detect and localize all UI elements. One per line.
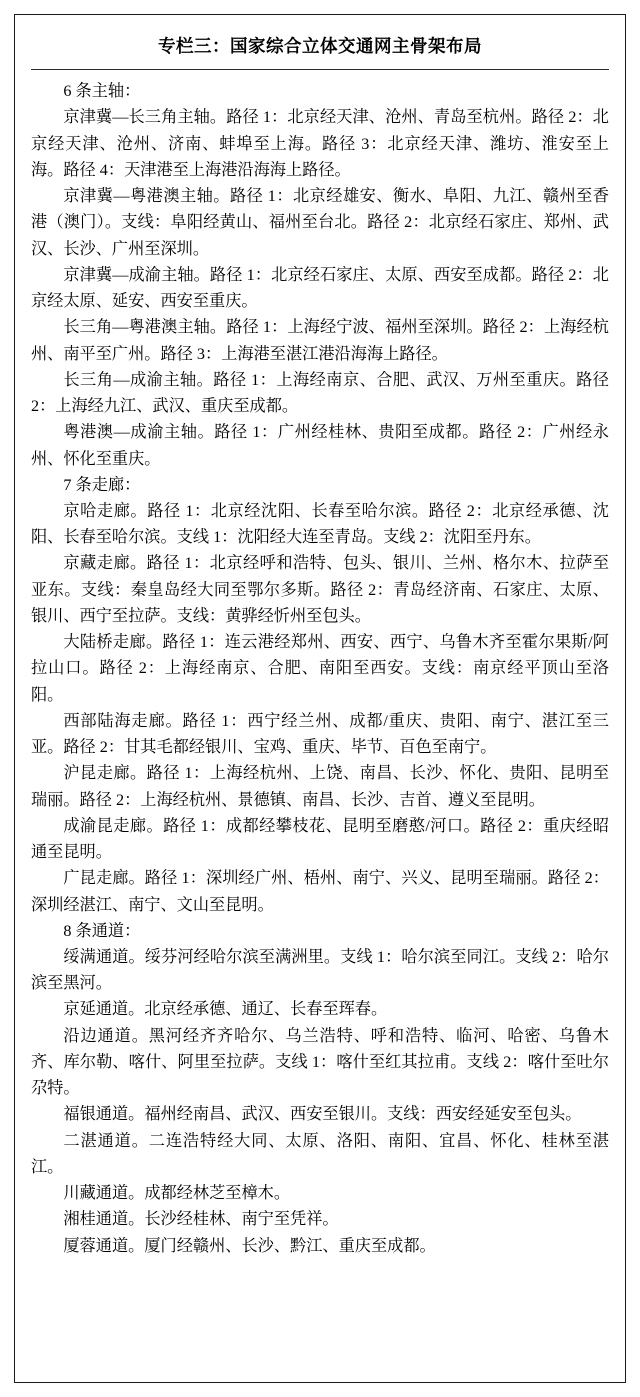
section-heading: 6 条主轴： [63,82,141,101]
paragraph: 沪昆走廊。路径 1：上海经杭州、上饶、南昌、长沙、怀化、贵阳、昆明至瑞丽。路径 2：上海经杭州、景德镇、南昌、长沙、吉首、遵义至昆明。 [31,764,609,809]
paragraph: 京津冀—成渝主轴。路径 1：北京经石家庄、太原、西安至成都。路径 2：北京经太原、延安、西安至重庆。 [31,265,609,311]
paragraph: 长三角—粤港澳主轴。路径 1：上海经宁波、福州至深圳。路径 2：上海经杭州、南平至广州。路径 3：上海港至湛江港沿海海上路径。 [31,318,609,363]
paragraph: 二湛通道。二连浩特经大同、太原、洛阳、南阳、宜昌、怀化、桂林至湛江。 [31,1131,609,1176]
paragraph: 西部陆海走廊。路径 1：西宁经兰州、成都/重庆、贵阳、南宁、湛江至三亚。路径 2：甘其毛都经银川、宝鸡、重庆、毕节、百色至南宁。 [31,711,609,757]
document-body [31,78,609,1259]
paragraph: 绥满通道。绥芬河经哈尔滨至满洲里。支线 1：哈尔滨至同江。支线 2：哈尔滨至黑河。 [31,947,609,993]
title-divider [31,69,609,70]
paragraph: 京藏走廊。路径 1：北京经呼和浩特、包头、银川、兰州、格尔木、拉萨至亚东。支线：秦皇岛经大同至鄂尔多斯。路径 2：青岛经济南、石家庄、太原、银川、西宁至拉萨。支线：黄骅经忻州至包头。 [31,554,609,625]
section-heading: 7 条走廊： [63,475,141,494]
paragraph: 京津冀—长三角主轴。路径 1：北京经天津、沧州、青岛至杭州。路径 2：北京经天津、沧州、济南、蚌埠至上海。路径 3：北京经天津、潍坊、淮安至上海。路径 4：天津港至上海港沿海海上路径。 [31,108,609,179]
paragraph: 粤港澳—成渝主轴。路径 1：广州经桂林、贵阳至成都。路径 2：广州经永州、怀化至重庆。 [31,423,609,468]
paragraph: 沿边通道。黑河经齐齐哈尔、乌兰浩特、呼和浩特、临河、哈密、乌鲁木齐、库尔勒、喀什、阿里至拉萨。支线 1：喀什至红其拉甫。支线 2：喀什至吐尔尕特。 [31,1026,609,1098]
section-heading: 8 条通道： [63,921,141,940]
paragraph: 湘桂通道。长沙经桂林、南宁至凭祥。 [63,1210,339,1229]
paragraph: 长三角—成渝主轴。路径 1：上海经南京、合肥、武汉、万州至重庆。路径 2：上海经九江、武汉、重庆至成都。 [31,370,609,416]
paragraph: 川藏通道。成都经林芝至樟木。 [63,1184,291,1203]
paragraph: 大陆桥走廊。路径 1：连云港经郑州、西安、西宁、乌鲁木齐至霍尔果斯/阿拉山口。路径 2：上海经南京、合肥、南阳至西安。支线：南京经平顶山至洛阳。 [31,633,609,704]
column-box [14,14,626,1383]
paragraph: 厦蓉通道。厦门经赣州、长沙、黔江、重庆至成都。 [63,1236,436,1255]
paragraph: 广昆走廊。路径 1：深圳经广州、梧州、南宁、兴义、昆明至瑞丽。路径 2：深圳经湛江、南宁、文山至昆明。 [31,869,609,914]
page-title: 专栏三：国家综合立体交通网主骨架布局 [158,36,482,56]
paragraph: 京津冀—粤港澳主轴。路径 1：北京经雄安、衡水、阜阳、九江、赣州至香港（澳门）。支线：阜阳经黄山、福州至台北。路径 2：北京经石家庄、郑州、武汉、长沙、广州至深圳。 [31,187,609,258]
paragraph: 成渝昆走廊。路径 1：成都经攀枝花、昆明至磨憨/河口。路径 2：重庆经昭通至昆明。 [31,816,609,862]
paragraph: 京哈走廊。路径 1：北京经沈阳、长春至哈尔滨。路径 2：北京经承德、沈阳、长春至哈尔滨。支线 1：沈阳经大连至青岛。支线 2：沈阳至丹东。 [31,502,609,547]
paragraph: 京延通道。北京经承德、通辽、长春至珲春。 [63,1000,388,1019]
paragraph: 福银通道。福州经南昌、武汉、西安至银川。支线：西安经延安至包头。 [63,1105,582,1124]
